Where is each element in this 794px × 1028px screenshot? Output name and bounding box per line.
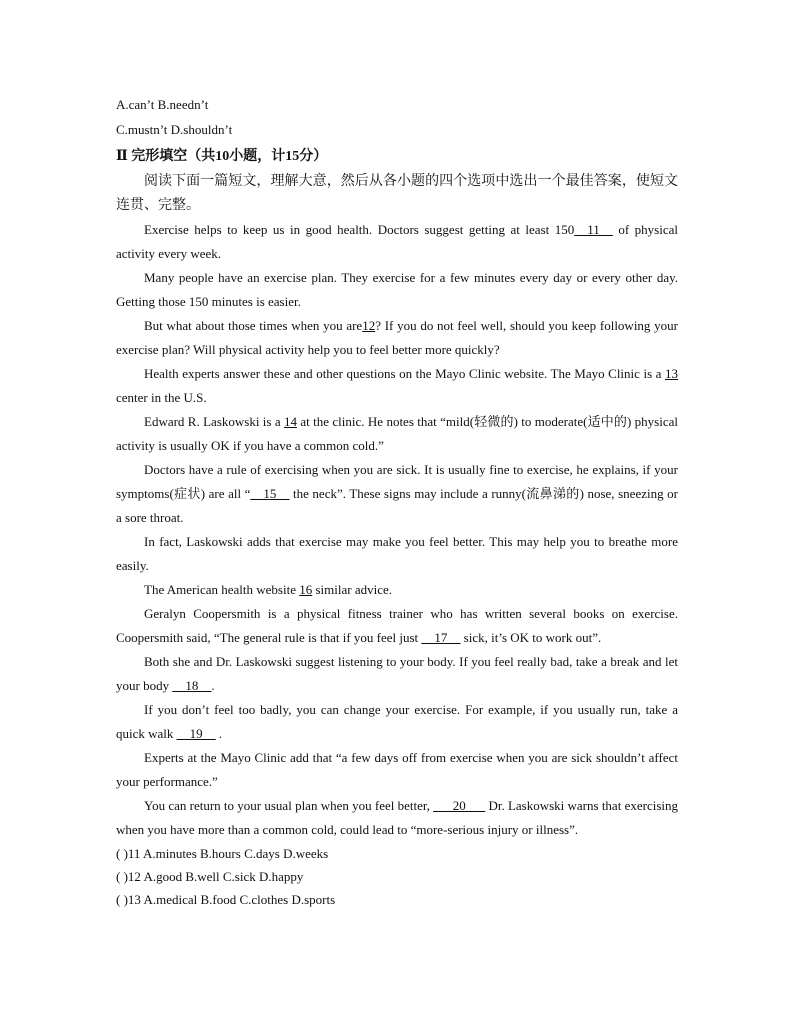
blank-11: __11__ <box>574 222 613 237</box>
option-line: A.can’t B.needn’t <box>116 97 209 112</box>
blank-17: __17__ <box>421 630 461 645</box>
question-item: ( )13 A.medical B.food C.clothes D.sports <box>116 892 336 907</box>
paragraph: Many people have an exercise plan. They exercise for a few minutes every day or every other day. Getting those 150 minutes is easier. <box>116 270 678 309</box>
paragraph: The American health website 16 similar advice. <box>144 582 393 597</box>
blank-14: 14 <box>284 414 298 429</box>
paragraph: You can return to your usual plan when you feel better, ___20___ Dr. Laskowski warns that exercising when you have more than a common cold, could lead to “more-serious injury or illness”. <box>116 798 678 837</box>
instruction-text: 阅读下面一篇短文，理解大意，然后从各小题的四个选项中选出一个最佳答案，使短文连贯、完整。 <box>116 174 678 213</box>
blank-18: __18__ <box>172 678 212 693</box>
paragraph: Experts at the Mayo Clinic add that “a few days off from exercise when you are sick shouldn’t affect your performance.” <box>116 750 678 789</box>
blank-20: ___20___ <box>433 798 486 813</box>
paragraph: Edward R. Laskowski is a 14 at the clinic. He notes that “mild(轻微的) to moderate(适中的) physical activity is usually OK if you have a common cold.” <box>116 414 679 453</box>
section-title: Ⅱ 完形填空（共10小题，计15分） <box>116 149 328 164</box>
option-line: C.mustn’t D.shouldn’t <box>116 122 233 137</box>
paragraph: Health experts answer these and other questions on the Mayo Clinic website. The Mayo Clinic is a 13 center in the U.S. <box>116 366 678 405</box>
paragraph: If you don’t feel too badly, you can change your exercise. For example, if you usually run, take a quick walk __19__ . <box>116 702 678 741</box>
paragraph: Geralyn Coopersmith is a physical fitness trainer who has written several books on exercise. Coopersmith said, “The general rule is that if you feel just __17__ sick, it’s OK to work out”. <box>116 606 678 645</box>
blank-19: __19__ <box>176 726 216 741</box>
paragraph: Exercise helps to keep us in good health. Doctors suggest getting at least 150__11__ of physical activity every week. <box>116 222 679 261</box>
paragraph: In fact, Laskowski adds that exercise may make you feel better. This may help you to breathe more easily. <box>116 534 678 573</box>
blank-13: 13 <box>665 366 678 381</box>
blank-12: 12 <box>362 318 376 333</box>
paragraph: Doctors have a rule of exercising when you are sick. It is usually fine to exercise, he explains, if your symptoms(症状) are all “__15__ the neck”. These signs may include a runny(流鼻涕的) nose, sneezing or a sore throat. <box>116 462 678 525</box>
paragraph: Both she and Dr. Laskowski suggest listening to your body. If you feel really bad, take a break and let your body __18__. <box>116 654 678 693</box>
blank-16: 16 <box>299 582 313 597</box>
question-item: ( )12 A.good B.well C.sick D.happy <box>116 869 304 884</box>
paragraph: But what about those times when you are12? If you do not feel well, should you keep following your exercise plan? Will physical activity help you to feel better more quickly? <box>116 318 678 357</box>
question-item: ( )11 A.minutes B.hours C.days D.weeks <box>116 846 329 861</box>
blank-15: __15__ <box>250 486 290 501</box>
document-content <box>116 92 678 911</box>
